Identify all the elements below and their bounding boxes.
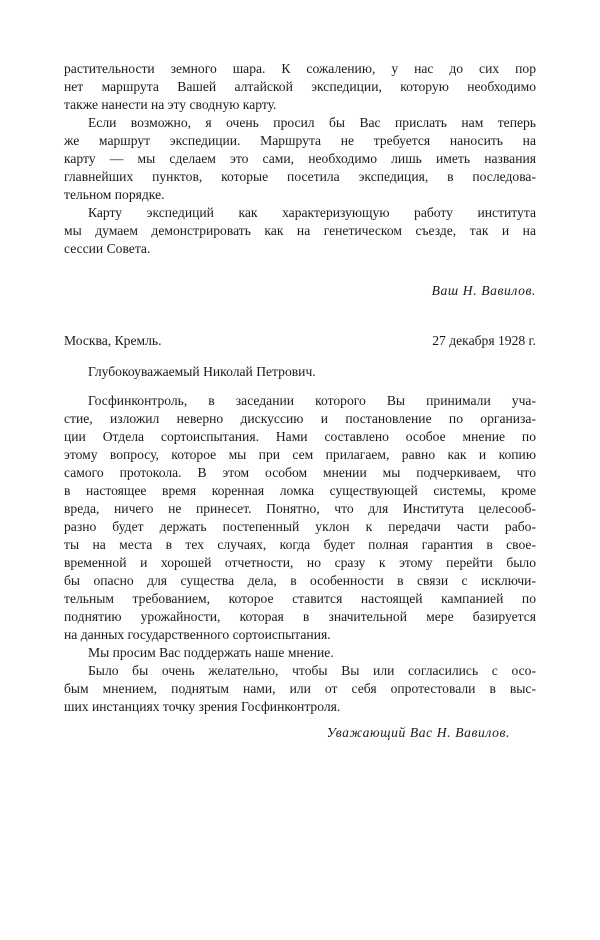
letter2-signature: Уважающий Вас Н. Вавилов. xyxy=(326,725,510,740)
letter1-line: Если возможно, я очень просил бы Вас прислать нам теперь xyxy=(88,115,536,130)
letter2-line: вреда, ничего не принесет. Понятно, что для Института целесооб- xyxy=(64,501,536,516)
letter2-line: в настоящее время коренная ломка существующей системы, кроме xyxy=(64,483,536,498)
letter2-line: разно будет держать постепенный уклон к передачи части рабо- xyxy=(64,519,536,534)
letter1-line: растительности земного шара. К сожалению, у нас до сих пор xyxy=(64,61,536,76)
letter1-line: тельном порядке. xyxy=(64,187,165,202)
letter1-line: также нанести на эту сводную карту. xyxy=(64,97,277,112)
letter1-line: же маршрут экспедиции. Маршрута не требуется наносить на xyxy=(64,133,536,148)
letter1-line: Карту экспедиций как характеризующую работу института xyxy=(88,205,536,220)
letter1-line: мы думаем демонстрировать как на генетическом съезде, так и на xyxy=(64,223,536,238)
letter2-line: на данных государственного сортоиспытания. xyxy=(64,627,331,642)
letter2-line: временной и хорошей отчетности, но сразу к этому перейти было xyxy=(64,555,536,570)
letter1-line: карту — мы сделаем это сами, необходимо лишь иметь названия xyxy=(64,151,536,166)
letter2-line: бым мнением, поднятым нами, или от себя опротестовали в выс- xyxy=(64,681,536,696)
letter2-line: ции Отдела сортоиспытания. Нами составлено особое мнение по xyxy=(64,429,536,444)
letter2-date: 27 декабря 1928 г. xyxy=(432,333,536,348)
letter2-line: ты на места в тех случаях, когда будет полная гарантия в свое- xyxy=(64,537,536,552)
letter2-line: этому вопросу, которое мы при сем прилагаем, равно как и копию xyxy=(64,447,536,462)
letter1-line: нет маршрута Вашей алтайской экспедиции, которую необходимо xyxy=(64,79,536,94)
letter2-place: Москва, Кремль. xyxy=(64,333,162,348)
letter2-line: Госфинконтроль, в заседании которого Вы принимали уча- xyxy=(88,393,536,408)
letter1-line: главнейших пунктов, которые посетила экспедиция, в последова- xyxy=(64,169,536,184)
letter1-signature: Ваш Н. Вавилов. xyxy=(431,283,536,298)
letter2-line: тельным требованием, которое ставится настоящей кампанией по xyxy=(64,591,536,606)
letter2-line: стие, изложил неверно дискуссию и постановление по организа- xyxy=(64,411,536,426)
letter2-line: ших инстанциях точку зрения Госфинконтроля. xyxy=(64,699,341,714)
letter2-salutation: Глубокоуважаемый Николай Петрович. xyxy=(88,364,316,379)
letter1-line: сессии Совета. xyxy=(64,241,151,256)
letter2-line: бы опасно для существа дела, в особенности в связи с исключи- xyxy=(64,573,536,588)
letter2-line: самого протокола. В этом особом мнении мы подчеркиваем, что xyxy=(64,465,536,480)
letter2-line: Было бы очень желательно, чтобы Вы или согласились с осо- xyxy=(88,663,536,678)
letter2-line: поднятию урожайности, которая в значительной мере базируется xyxy=(64,609,536,624)
letter2-line: Мы просим Вас поддержать наше мнение. xyxy=(88,645,334,660)
